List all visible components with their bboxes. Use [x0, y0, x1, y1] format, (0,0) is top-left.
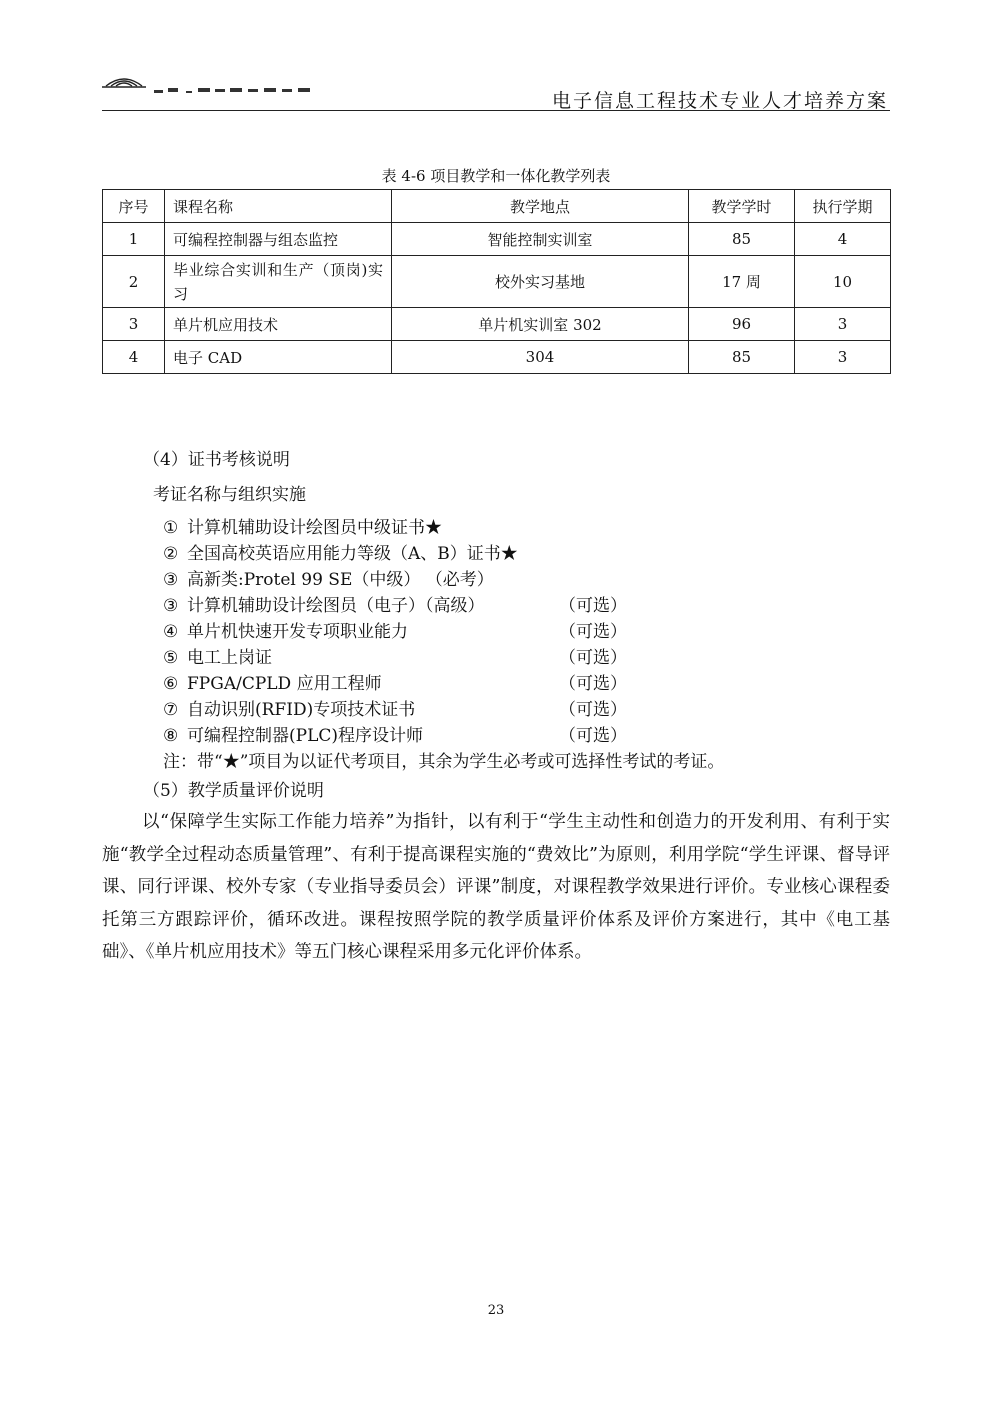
cell-hours: 17 周: [689, 256, 795, 308]
certificate-item: [163, 669, 627, 694]
cell-hours: 85: [689, 341, 795, 374]
cell-place: 智能控制实训室: [392, 223, 689, 256]
table-header-row: [103, 190, 891, 223]
header-cell-hours: 教学学时: [689, 190, 795, 223]
certificate-number: ④: [163, 622, 179, 642]
cell-place: 校外实习基地: [392, 256, 689, 308]
certificate-option: （可选）: [559, 674, 627, 694]
course-table: [102, 189, 891, 374]
certificate-item: [163, 539, 518, 563]
cell-hours: 85: [689, 223, 795, 256]
certificate-name: 可编程控制器(PLC)程序设计师: [187, 726, 423, 746]
table-row: [103, 308, 891, 341]
cell-term: 10: [795, 256, 891, 308]
certificate-option: （可选）: [559, 648, 627, 668]
cell-hours: 96: [689, 308, 795, 341]
table-row: [103, 256, 891, 308]
certificate-number: ②: [163, 544, 179, 564]
certificate-option: （可选）: [559, 596, 627, 616]
school-logo: [102, 70, 332, 106]
section-5-paragraph: 以“保障学生实际工作能力培养”为指针，以有利于“学生主动性和创造力的开发利用、有利于实施“教学全过程动态质量管理”、有利于提高课程实施的“费效比”为原则，利用学院“学生评课、督导评课、同行评课、校外专家（专业指导委员会）评课”制度，对课程教学效果进行评价。专业核心课程委托第三方跟踪评价，循环改进。课程按照学院的教学质量评价体系及评价方案进行，其中《电工基础》、《单片机应用技术》等五门核心课程采用多元化评价体系。: [102, 812, 890, 962]
section-4-heading: （4）证书考核说明: [143, 450, 290, 470]
header-cell-course: 课程名称: [165, 190, 392, 223]
cell-course: 毕业综合实训和生产（顶岗)实习: [165, 256, 392, 308]
cell-course: 电子 CAD: [165, 341, 392, 374]
certificate-note: 注：带“★”项目为以证代考项目，其余为学生必考或可选择性考试的考证。: [163, 752, 725, 772]
certificate-option: （可选）: [559, 622, 627, 642]
cell-term: 3: [795, 341, 891, 374]
certificate-item: [163, 565, 494, 589]
cell-place: 304: [392, 341, 689, 374]
cell-no: 4: [103, 341, 165, 374]
cell-course: 单片机应用技术: [165, 308, 392, 341]
page-number: 23: [487, 1303, 505, 1318]
certificate-number: ③: [163, 570, 179, 590]
certificate-name: 计算机辅助设计绘图员（电子）（高级）: [187, 596, 485, 616]
certificate-item: [163, 695, 627, 720]
certificate-number: ⑤: [163, 648, 179, 668]
certificate-name: FPGA/CPLD 应用工程师: [187, 674, 382, 694]
certificate-name: 电工上岗证: [187, 648, 272, 668]
page-header: [102, 66, 890, 111]
table-row: [103, 341, 891, 374]
cell-course: 可编程控制器与组态监控: [165, 223, 392, 256]
header-title: 电子信息工程技术专业人才培养方案: [551, 90, 888, 112]
table-row: [103, 223, 891, 256]
cell-term: 3: [795, 308, 891, 341]
table-caption: 表 4-6 项目教学和一体化教学列表: [381, 167, 611, 185]
header-cell-place: 教学地点: [392, 190, 689, 223]
certificate-item: [163, 591, 627, 616]
certificate-name: 全国高校英语应用能力等级（A、B）证书★: [187, 544, 518, 564]
certificate-name: 高新类:Protel 99 SE（中级） （必考）: [187, 570, 494, 590]
certificate-item: [163, 617, 627, 642]
certificate-item: [163, 721, 627, 746]
header-cell-term: 执行学期: [795, 190, 891, 223]
cell-term: 4: [795, 223, 891, 256]
certificate-option: （可选）: [559, 700, 627, 720]
certificate-name: 自动识别(RFID)专项技术证书: [187, 700, 416, 720]
certificate-name: 计算机辅助设计绘图员中级证书★: [187, 518, 442, 538]
cell-place: 单片机实训室 302: [392, 308, 689, 341]
section-4-subheading: 考证名称与组织实施: [153, 485, 306, 505]
cell-no: 2: [103, 256, 165, 308]
certificate-number: ⑧: [163, 726, 179, 746]
certificate-number: ⑥: [163, 674, 179, 694]
cell-no: 3: [103, 308, 165, 341]
certificate-option: （可选）: [559, 726, 627, 746]
cell-no: 1: [103, 223, 165, 256]
header-cell-no: 序号: [103, 190, 165, 223]
certificate-number: ③: [163, 596, 179, 616]
certificate-number: ①: [163, 518, 179, 538]
certificate-item: [163, 643, 627, 668]
section-5-heading: （5）教学质量评价说明: [143, 781, 324, 801]
certificate-name: 单片机快速开发专项职业能力: [187, 622, 408, 642]
certificate-item: [163, 513, 442, 537]
certificate-number: ⑦: [163, 700, 179, 720]
